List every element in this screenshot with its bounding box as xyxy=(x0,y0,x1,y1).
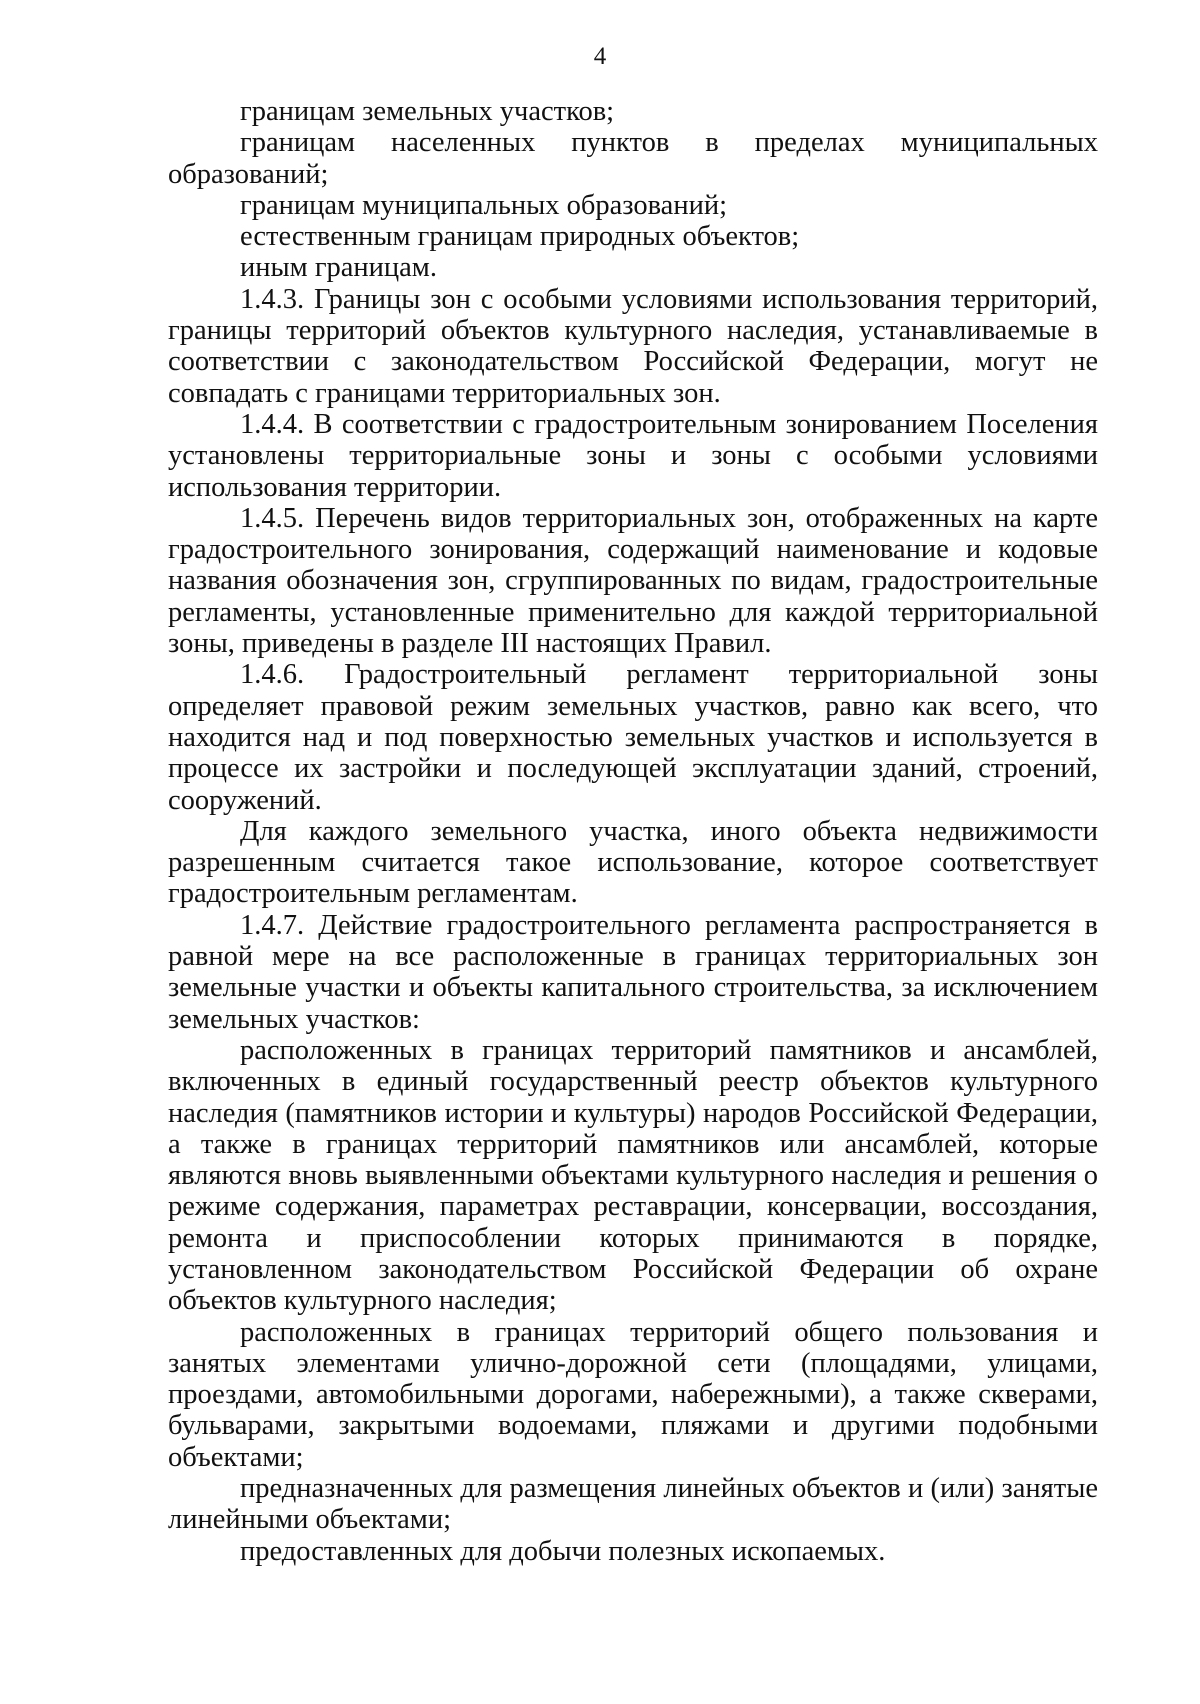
paragraph-natural-boundaries: естественным границам природных объектов; xyxy=(240,221,800,253)
paragraph-settlement-boundaries: границам населенных пунктов в пределах муниципальных образований; xyxy=(168,127,1098,190)
paragraph-other-boundaries: иным границам. xyxy=(240,252,437,284)
paragraph-municipal-boundaries: границам муниципальных образований; xyxy=(240,189,727,221)
page-number: 4 xyxy=(593,43,607,70)
paragraph-1-4-7: 1.4.7. Действие градостроительного регламента распространяется в равной мере на все расположенные в границах территориальных зон земельные участки и объекты капитального строительства, за исключением земельных участков: xyxy=(168,909,1098,1035)
document-body xyxy=(168,96,1098,1567)
paragraph-1-4-5: 1.4.5. Перечень видов территориальных зон, отображенных на карте градостроительного зонирования, содержащий наименование и кодовые названия обозначения зон, сгруппированных по видам, градостроительные регламенты, установленные применительно для каждой территориальной зоны, приведены в разделе III настоящих Правил. xyxy=(168,502,1098,660)
paragraph-heritage-territories: расположенных в границах территорий памятников и ансамблей, включенных в единый государственный реестр объектов культурного наследия (памятников истории и культуры) народов Российской Федерации, а также в границах территорий памятников или ансамблей, которые являются вновь выявленными объектами культурного наследия и решения о режиме содержания, параметрах реставрации, консервации, воссоздания, ремонта и приспособлении которых принимаются в порядке, установленном законодательством Российской Федерации об охране объектов культурного наследия; xyxy=(168,1034,1098,1317)
paragraph-1-4-6: 1.4.6. Градостроительный регламент территориальной зоны определяет правовой режим земельных участков, равно как всего, что находится над и под поверхностью земельных участков и используется в процессе их застройки и последующей эксплуатации зданий, строений, сооружений. xyxy=(168,659,1098,816)
paragraph-mineral-extraction: предоставленных для добычи полезных ископаемых. xyxy=(240,1535,886,1567)
paragraph-permitted-use: Для каждого земельного участка, иного объекта недвижимости разрешенным считается такое использование, которое соответствует градостроительным регламентам. xyxy=(168,815,1098,910)
paragraph-public-territories: расположенных в границах территорий общего пользования и занятых элементами улично-дорожной сети (площадями, улицами, проездами, автомобильными дорогами, набережными), а также скверами, бульварами, закрытыми водоемами, пляжами и другими подобными объектами; xyxy=(168,1316,1098,1473)
paragraph-linear-objects: предназначенных для размещения линейных объектов и (или) занятые линейными объектами; xyxy=(168,1473,1098,1536)
paragraph-land-plot-boundaries: границам земельных участков; xyxy=(240,96,615,127)
paragraph-1-4-3: 1.4.3. Границы зон с особыми условиями использования территорий, границы территорий объектов культурного наследия, устанавливаемые в соответствии с законодательством Российской Федерации, могут не совпадать с границами территориальных зон. xyxy=(168,283,1098,409)
paragraph-1-4-4: 1.4.4. В соответствии с градостроительным зонированием Поселения установлены территориальные зоны и зоны с особыми условиями использования территории. xyxy=(168,408,1098,503)
